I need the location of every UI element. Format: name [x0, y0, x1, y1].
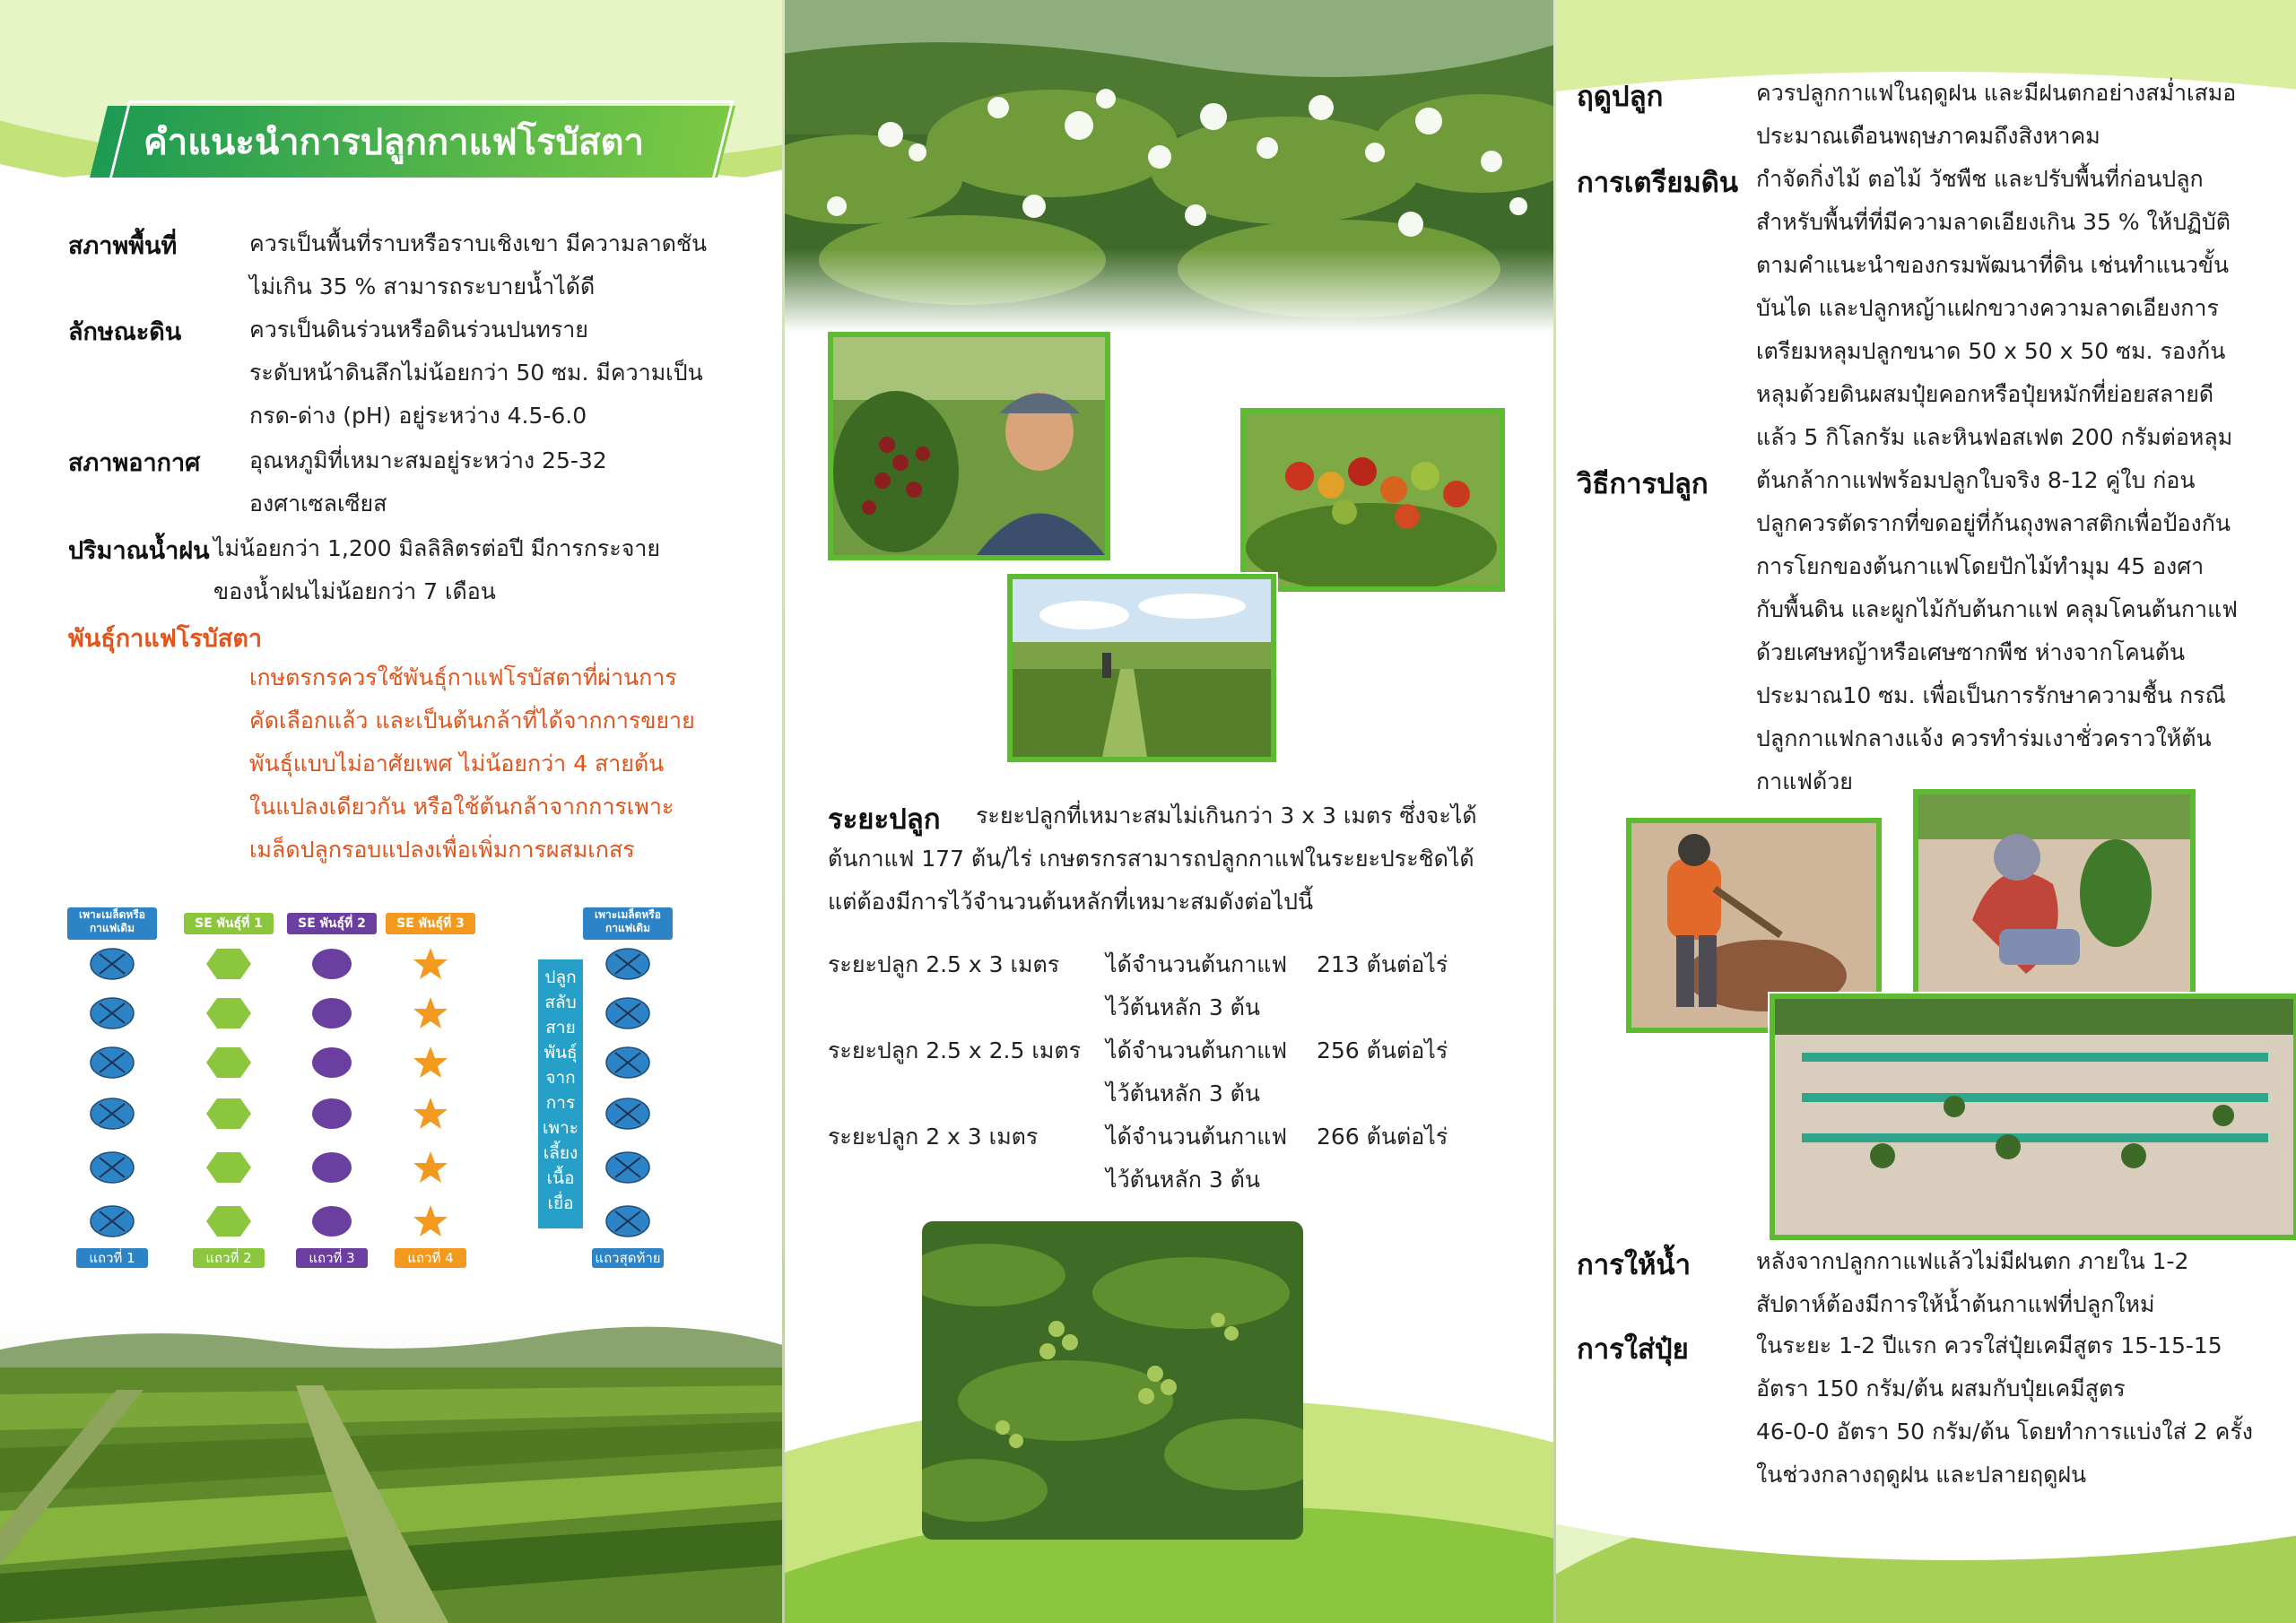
spacing-cell: ไว้ต้นหลัก 3 ต้น	[1106, 994, 1260, 1020]
line: ควรเป็นพื้นที่ราบหรือราบเชิงเขา มีความลาดชัน	[249, 230, 708, 256]
hexagon-icon	[204, 995, 253, 1031]
spacing-cell: ไว้ต้นหลัก 3 ต้น	[1106, 1167, 1260, 1193]
text-rainfall	[213, 527, 770, 613]
crossed-circle-icon	[604, 1045, 652, 1081]
text-soil	[249, 308, 770, 438]
fold-line-2	[1553, 0, 1556, 1623]
circle-icon	[308, 1150, 356, 1185]
spacing-cell: ระยะปลูก 2.5 x 3 เมตร	[828, 951, 1060, 977]
column-footer: แถวสุดท้าย	[592, 1248, 664, 1268]
text-planting-season	[1756, 72, 2285, 158]
column-header: SE พันธุ์ที่ 1	[184, 913, 274, 934]
line: การโยกของต้นกาแฟโดยปักไม้ทำมุม 45 องศา	[1756, 553, 2205, 579]
line: ระยะปลูกที่เหมาะสมไม่เกินกว่า 3 x 3 เมตร ซึ่งจะได้	[976, 803, 1477, 829]
vertical-word: พันธุ์	[544, 1043, 578, 1063]
star-icon	[406, 1096, 455, 1132]
vertical-word: เยื่อ	[547, 1193, 574, 1213]
spacing-cell: 266 ต้นต่อไร่	[1317, 1124, 1448, 1150]
line: อุณหภูมิที่เหมาะสมอยู่ระหว่าง 25-32	[249, 447, 607, 473]
spacing-label: ระยะปลูก	[828, 803, 941, 836]
right-panel	[1554, 0, 2296, 1623]
column-header: เพาะเมล็ดหรือ กาแฟเดิม	[583, 907, 673, 940]
spacing-cell: ได้จำนวนต้นกาแฟ	[1106, 951, 1288, 977]
line: เมล็ดปลูกรอบแปลงเพื่อเพิ่มการผสมเกสร	[249, 837, 635, 863]
farmer-image	[833, 337, 1105, 555]
coffee-plantation-photo	[1007, 574, 1276, 762]
circle-icon	[308, 1096, 356, 1132]
coffee-flowers-photo	[783, 0, 1554, 332]
coffee-flowers-image	[783, 0, 1554, 332]
variety-heading: พันธุ์กาแฟโรบัสตา	[68, 625, 263, 653]
circle-icon	[308, 995, 356, 1031]
spacing-intro	[828, 794, 1545, 924]
coffee-field-photo	[0, 1314, 783, 1623]
spacing-row	[828, 943, 1545, 1029]
vertical-word: สลับ	[544, 993, 577, 1012]
label-planting-season: ฤดูปลูก	[1577, 81, 1664, 113]
text-watering	[1756, 1240, 2285, 1326]
crossed-circle-icon	[88, 1203, 136, 1239]
hexagon-icon	[204, 1203, 253, 1239]
line: ปลูกควรตัดรากที่ขดอยู่ที่ก้นถุงพลาสติกเพื่อป้องกัน	[1756, 510, 2231, 536]
label-planting-method: วิธีการปลูก	[1577, 468, 1709, 500]
line: กาแฟด้วย	[1756, 768, 1853, 794]
text-planting-method	[1756, 459, 2285, 803]
line: ในระยะ 1-2 ปีแรก ควรใส่ปุ๋ยเคมีสูตร 15-15-15	[1756, 1332, 2222, 1358]
text-area	[249, 222, 770, 308]
line: สัปดาห์ต้องมีการให้น้ำต้นกาแฟที่ปลูกใหม่	[1756, 1291, 2155, 1317]
label-soil: ลักษณะดิน	[68, 318, 182, 346]
label-watering: การให้น้ำ	[1577, 1249, 1691, 1281]
text-climate	[249, 439, 770, 525]
line: ด้วยเศษหญ้าหรือเศษซากพืช ห่างจากโคนต้น	[1756, 639, 2186, 665]
seedlings-image	[1775, 999, 2293, 1235]
label-climate: สภาพอากาศ	[68, 449, 201, 477]
circle-icon	[308, 1045, 356, 1081]
hexagon-icon	[204, 1150, 253, 1185]
vertical-word: เพาะ	[543, 1118, 578, 1138]
line: หลุมด้วยดินผสมปุ๋ยคอกหรือปุ๋ยหมักที่ย่อยสลายดี	[1756, 381, 2214, 407]
spacing-cell: ได้จำนวนต้นกาแฟ	[1106, 1124, 1288, 1150]
line: เตรียมหลุมปลูกขนาด 50 x 50 x 50 ซม. รองก้น	[1756, 338, 2226, 364]
column-footer: แถวที่ 3	[296, 1248, 368, 1268]
spacing-cell: ระยะปลูก 2 x 3 เมตร	[828, 1124, 1039, 1150]
crossed-circle-icon	[604, 1150, 652, 1185]
crossed-circle-icon	[604, 1096, 652, 1132]
line: 46-0-0 อัตรา 50 กรัม/ต้น โดยทำการแบ่งใส่ 2 ครั้ง	[1756, 1419, 2254, 1445]
line: ไม่น้อยกว่า 1,200 มิลลิลิตรต่อปี มีการกระจาย	[213, 535, 661, 561]
spacing-cell: 256 ต้นต่อไร่	[1317, 1037, 1448, 1063]
left-panel	[0, 0, 783, 1623]
farmer-picking-cherries-photo	[828, 332, 1110, 560]
column-footer: แถวที่ 1	[76, 1248, 148, 1268]
crossed-circle-icon	[604, 1203, 652, 1239]
crossed-circle-icon	[88, 946, 136, 982]
label-fertilizing: การใส่ปุ๋ย	[1577, 1333, 1689, 1366]
line: พันธุ์แบบไม่อาศัยเพศ ไม่น้อยกว่า 4 สายต้น	[249, 751, 665, 777]
variety-text	[249, 656, 770, 872]
crossed-circle-icon	[604, 995, 652, 1031]
vertical-word: ปลูก	[544, 968, 577, 987]
column-footer: แถวที่ 2	[193, 1248, 265, 1268]
label-rainfall: ปริมาณน้ำฝน	[68, 537, 210, 565]
vertical-word: เนื้อ	[546, 1168, 575, 1188]
line: ประมาณ10 ซม. เพื่อเป็นการรักษาความชื้น กรณี	[1756, 682, 2226, 708]
line: องศาเซลเซียส	[249, 490, 387, 516]
spacing-row	[828, 1115, 1545, 1202]
green-coffee-cherries-photo	[922, 1221, 1303, 1540]
crossed-circle-icon	[88, 995, 136, 1031]
line: เกษตรกรควรใช้พันธุ์กาแฟโรบัสตาที่ผ่านการ	[249, 664, 677, 690]
green-cherries-image	[922, 1221, 1303, 1540]
vertical-word: การ	[545, 1093, 576, 1113]
spacing-cell: 213 ต้นต่อไร่	[1317, 951, 1448, 977]
spacing-row	[828, 1029, 1545, 1115]
coffee-field-image	[0, 1314, 783, 1623]
line: ในช่วงกลางฤดูฝน และปลายฤดูฝน	[1756, 1462, 2087, 1488]
label-soil-preparation: การเตรียมดิน	[1577, 167, 1739, 199]
line: หลังจากปลูกกาแฟแล้วไม่มีฝนตก ภายใน 1-2	[1756, 1248, 2189, 1274]
cherries-image	[1246, 413, 1500, 586]
text-soil-preparation	[1756, 158, 2285, 459]
column-footer: แถวที่ 4	[395, 1248, 466, 1268]
worker-planting-photo	[1913, 789, 2196, 1009]
line: ปลูกกาแฟกลางแจ้ง ควรทำร่มเงาชั่วคราวให้ต้น	[1756, 725, 2212, 751]
page-title: คำแนะนำการปลูกกาแฟโรบัสตา	[144, 122, 644, 163]
spacing-cell: ได้จำนวนต้นกาแฟ	[1106, 1037, 1288, 1063]
column-header: เพาะเมล็ดหรือ กาแฟเดิม	[67, 907, 157, 940]
coffee-cherries-photo	[1240, 408, 1505, 592]
line: ตามคำแนะนำของกรมพัฒนาที่ดิน เช่นทำแนวขั้น	[1756, 252, 2230, 278]
crossed-circle-icon	[604, 946, 652, 982]
circle-icon	[308, 946, 356, 982]
middle-panel	[783, 0, 1554, 1623]
spacing-cell: ระยะปลูก 2.5 x 2.5 เมตร	[828, 1037, 1082, 1063]
line: ประมาณเดือนพฤษภาคมถึงสิงหาคม	[1756, 123, 2100, 149]
line: แต่ต้องมีการไว้จำนวนต้นหลักที่เหมาะสมดังต่อไปนี้	[828, 889, 1314, 915]
fold-line-1	[782, 0, 785, 1623]
line: อัตรา 150 กรัม/ต้น ผสมกับปุ๋ยเคมีสูตร	[1756, 1376, 2126, 1402]
column-header: SE พันธุ์ที่ 2	[287, 913, 377, 934]
star-icon	[406, 946, 455, 982]
circle-icon	[308, 1203, 356, 1239]
column-header: SE พันธุ์ที่ 3	[386, 913, 475, 934]
vertical-word: จาก	[545, 1068, 576, 1088]
text-fertilizing	[1756, 1324, 2285, 1497]
line: ต้นกล้ากาแฟพร้อมปลูกใบจริง 8-12 คู่ใบ ก่อน	[1756, 467, 2196, 493]
star-icon	[406, 1045, 455, 1081]
line: ควรปลูกกาแฟในฤดูฝน และมีฝนตกอย่างสม่ำเสมอ	[1756, 80, 2237, 106]
line: ควรเป็นดินร่วนหรือดินร่วนปนทราย	[249, 317, 588, 343]
hexagon-icon	[204, 946, 253, 982]
line: คัดเลือกแล้ว และเป็นต้นกล้าที่ได้จากการขยาย	[249, 707, 695, 733]
crossed-circle-icon	[88, 1150, 136, 1185]
vertical-word: เลี้ยง	[543, 1143, 578, 1163]
planting-image	[1918, 794, 2190, 1003]
line: ระดับหน้าดินลึกไม่น้อยกว่า 50 ซม. มีความเป็น	[249, 360, 703, 386]
line: กรด-ด่าง (pH) อยู่ระหว่าง 4.5-6.0	[249, 403, 587, 429]
spacing-table	[828, 943, 1545, 1202]
crossed-circle-icon	[88, 1096, 136, 1132]
young-coffee-seedlings-photo	[1770, 994, 2296, 1240]
star-icon	[406, 1203, 455, 1239]
alternate-planting-label	[538, 959, 583, 1228]
hexagon-icon	[204, 1045, 253, 1081]
plantation-image	[1013, 579, 1271, 757]
line: ของน้ำฝนไม่น้อยกว่า 7 เดือน	[213, 578, 496, 604]
line: ต้นกาแฟ 177 ต้น/ไร่ เกษตรกรสามารถปลูกกาแฟในระยะประชิดได้	[828, 846, 1474, 872]
star-icon	[406, 995, 455, 1031]
line: ในแปลงเดียวกัน หรือใช้ต้นกล้าจากการเพาะ	[249, 794, 674, 820]
star-icon	[406, 1150, 455, 1185]
line: บันได และปลูกหญ้าแฝกขวางความลาดเอียงการ	[1756, 295, 2219, 321]
crossed-circle-icon	[88, 1045, 136, 1081]
spacing-cell: ไว้ต้นหลัก 3 ต้น	[1106, 1081, 1260, 1107]
label-area: สภาพพื้นที่	[68, 232, 178, 260]
line: แล้ว 5 กิโลกรัม และหินฟอสเฟต 200 กรัมต่อหลุม	[1756, 424, 2233, 450]
vertical-word: สาย	[545, 1018, 576, 1037]
line: ไม่เกิน 35 % สามารถระบายน้ำได้ดี	[249, 273, 596, 299]
line: กับพื้นดิน และผูกไม้กับต้นกาแฟ คลุมโคนต้นกาแฟ	[1756, 596, 2238, 622]
line: กำจัดกิ่งไม้ ตอไม้ วัชพืช และปรับพื้นที่ก่อนปลูก	[1756, 166, 2204, 192]
line: สำหรับพื้นที่ที่มีความลาดเอียงเกิน 35 % ให้ปฏิบัติ	[1756, 209, 2231, 235]
hexagon-icon	[204, 1096, 253, 1132]
